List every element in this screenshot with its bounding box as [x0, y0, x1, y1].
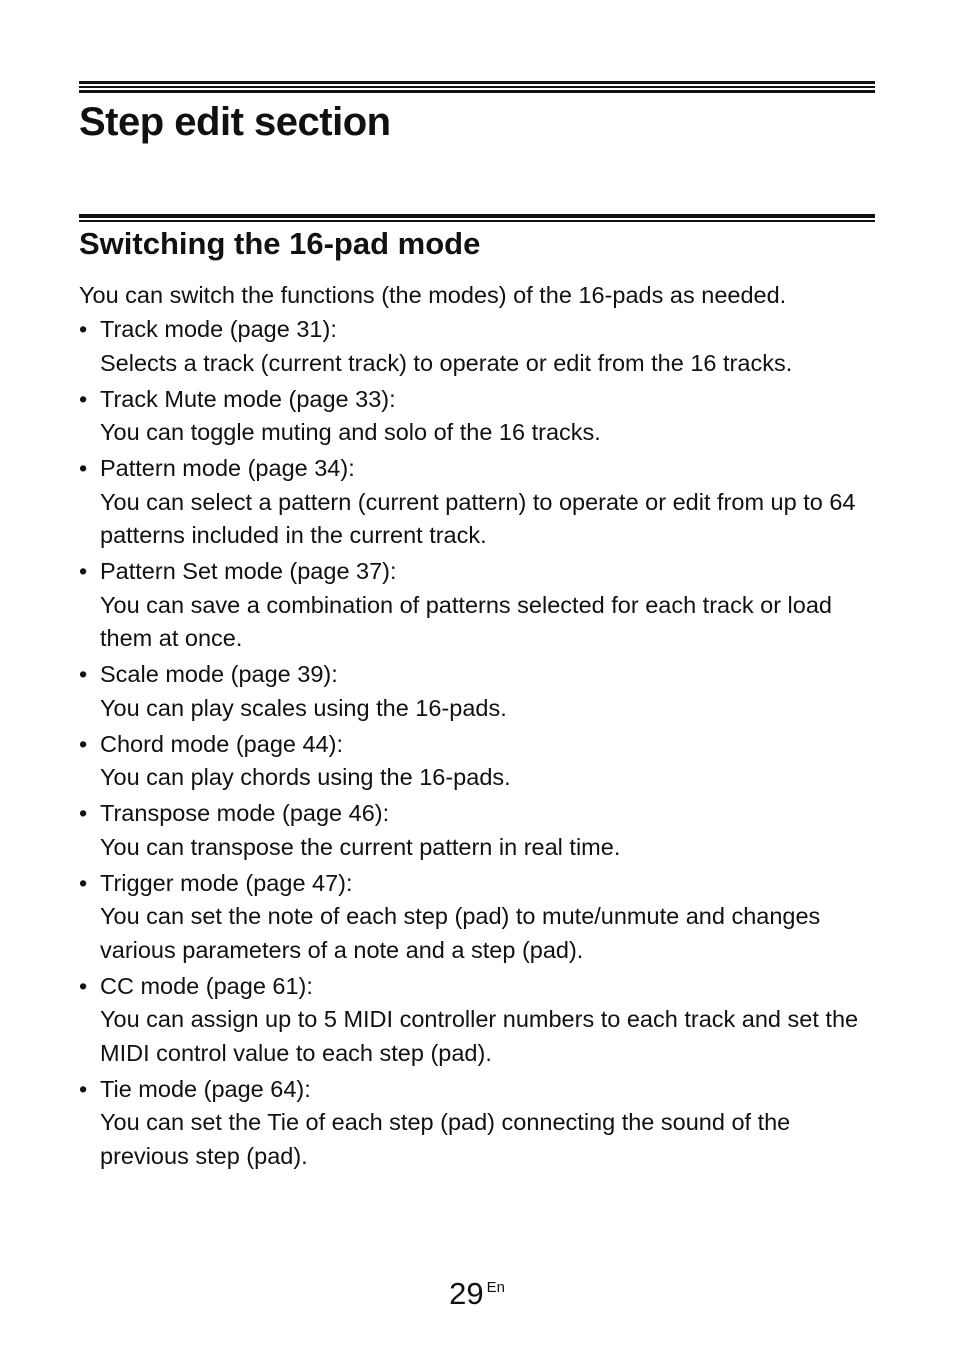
mode-title: Pattern mode (page 34):: [100, 455, 355, 481]
mode-title: Track mode (page 31):: [100, 316, 337, 342]
mode-item-tie: [79, 1073, 879, 1174]
mode-title: Scale mode (page 39):: [100, 661, 338, 687]
bullet-icon: •: [79, 869, 88, 896]
mode-title: Pattern Set mode (page 37):: [100, 558, 397, 584]
bullet-icon: •: [79, 455, 88, 481]
mode-title: Transpose mode (page 46):: [100, 800, 390, 826]
mode-description: You can assign up to 5 MIDI controller numbers to each track and set the MIDI control value to each step (pad).: [100, 1006, 859, 1066]
mode-description: You can set the note of each step (pad) to mute/unmute and changes various parameters of a note and a step (pad).: [100, 903, 821, 963]
section-rule: [79, 214, 875, 222]
mode-description: You can save a combination of patterns selected for each track or load them at once.: [100, 591, 832, 651]
bullet-icon: •: [79, 730, 88, 757]
mode-title: Chord mode (page 44):: [100, 730, 343, 757]
bullet-icon: •: [79, 558, 88, 584]
mode-list: [79, 313, 879, 1176]
mode-item-scale: [79, 658, 879, 725]
mode-item-pattern: [79, 452, 879, 553]
bullet-icon: •: [79, 972, 88, 999]
mode-description: You can transpose the current pattern in real time.: [100, 833, 621, 860]
mode-description: You can select a pattern (current pattern) to operate or edit from up to 64 patterns included in the current track.: [100, 488, 856, 548]
mode-item-track-mute: [79, 383, 879, 450]
mode-description: You can play chords using the 16-pads.: [100, 764, 511, 790]
bullet-icon: •: [79, 661, 88, 687]
mode-item-track: [79, 313, 879, 380]
page-heading: Step edit section: [79, 100, 391, 144]
heading-top-rule: [79, 81, 875, 93]
page-footer: [0, 1276, 954, 1312]
section-intro: You can switch the functions (the modes) of the 16-pads as needed.: [79, 282, 787, 308]
bullet-icon: •: [79, 316, 88, 342]
page-number: 29: [449, 1276, 484, 1311]
mode-description: You can toggle muting and solo of the 16 tracks.: [100, 419, 601, 445]
bullet-icon: •: [79, 1075, 88, 1102]
mode-title: CC mode (page 61):: [100, 972, 313, 999]
mode-item-transpose: [79, 797, 879, 864]
mode-title: Track Mute mode (page 33):: [100, 385, 396, 412]
mode-description: You can set the Tie of each step (pad) connecting the sound of the previous step (pad).: [100, 1109, 791, 1169]
mode-description: You can play scales using the 16-pads.: [100, 694, 507, 721]
language-code: En: [486, 1279, 505, 1296]
mode-description: Selects a track (current track) to operate or edit from the 16 tracks.: [100, 349, 793, 376]
mode-item-pattern-set: [79, 555, 879, 656]
mode-item-cc: [79, 970, 879, 1071]
mode-item-trigger: [79, 867, 879, 968]
mode-title: Trigger mode (page 47):: [100, 869, 353, 896]
section-title: Switching the 16-pad mode: [79, 226, 481, 261]
mode-title: Tie mode (page 64):: [100, 1075, 311, 1102]
bullet-icon: •: [79, 800, 88, 826]
mode-item-chord: [79, 728, 879, 795]
bullet-icon: •: [79, 385, 88, 412]
